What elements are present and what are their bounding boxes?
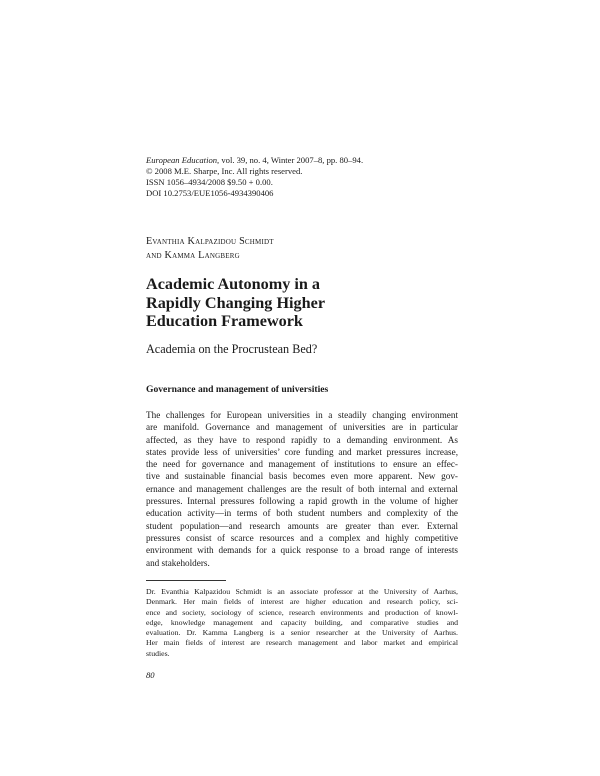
- body-line: pressures consist of scarce resources and a complex and highly competitive: [146, 532, 458, 543]
- footnote-line: Dr. Evanthia Kalpazidou Schmidt is an associate professor at the University of Aarhus,: [146, 587, 458, 596]
- body-line: affected, as they have to respond rapidly to a demanding environment. As: [146, 434, 458, 445]
- citation-block: [146, 155, 458, 199]
- citation-volume-line: [146, 155, 458, 166]
- author-line-2: and Kamma Langberg: [146, 250, 240, 261]
- title-line-3: Education Framework: [146, 312, 303, 330]
- body-line: pressures. Internal pressures following a rapid growth in the volume of higher: [146, 496, 458, 507]
- author-line-1: Evanthia Kalpazidou Schmidt: [146, 236, 274, 247]
- issn-line: ISSN 1056–4934/2008 $9.50 + 0.00.: [146, 177, 273, 187]
- doi-line: DOI 10.2753/EUE1056-4934390406: [146, 188, 274, 198]
- footnote-line: Denmark. Her main fields of interest are higher education and research policy, sci-: [146, 597, 458, 607]
- section-heading: Governance and management of universities: [146, 384, 329, 395]
- footnote-line: ence and society, sociology of science, research environments and production of knowl-: [146, 607, 458, 617]
- title-line-1: Academic Autonomy in a: [146, 275, 321, 293]
- author-footnote: [146, 587, 458, 659]
- journal-name: European Education: [146, 155, 218, 165]
- body-line: The challenges for European universities in a steadily changing environment: [146, 410, 458, 420]
- body-line: the need for governance and management of institutions to ensure an effec-: [146, 459, 458, 470]
- body-paragraph: [146, 409, 458, 569]
- body-line: and stakeholders.: [146, 557, 210, 568]
- footnote-line: Her main fields of interest are research management and labor market and empirical: [146, 638, 458, 648]
- article-subtitle: Academia on the Procrustean Bed?: [146, 342, 318, 356]
- body-line: ernance and management challenges are the result of both internal and external: [146, 483, 458, 494]
- author-block: [146, 235, 458, 263]
- footnote-line: evaluation. Dr. Kamma Langberg is a senior researcher at the University of Aarhus.: [146, 628, 458, 638]
- page-number: 80: [146, 670, 155, 680]
- body-line: environment with demands for a quick response to a broad range of interests: [146, 545, 458, 556]
- article-title: [146, 275, 458, 331]
- footnote-line: studies.: [146, 648, 170, 658]
- footnote-divider: [146, 580, 226, 581]
- body-line: education activity—in terms of both student numbers and complexity of the: [146, 508, 458, 519]
- volume-info: , vol. 39, no. 4, Winter 2007–8, pp. 80–94.: [217, 155, 364, 165]
- body-line: student population—and research amounts are greater than ever. External: [146, 520, 458, 531]
- title-line-2: Rapidly Changing Higher: [146, 293, 326, 312]
- copyright-line: © 2008 M.E. Sharpe, Inc. All rights reserved.: [146, 166, 303, 176]
- body-line: states provide less of universities’ core funding and market pressures increase,: [146, 446, 458, 457]
- footnote-line: edge, knowledge management and capacity building, and comparative studies and: [146, 617, 458, 627]
- body-line: tive and sustainable financial basis becomes even more apparent. New gov-: [146, 471, 458, 482]
- body-line: are manifold. Governance and management of universities are in particular: [146, 422, 458, 433]
